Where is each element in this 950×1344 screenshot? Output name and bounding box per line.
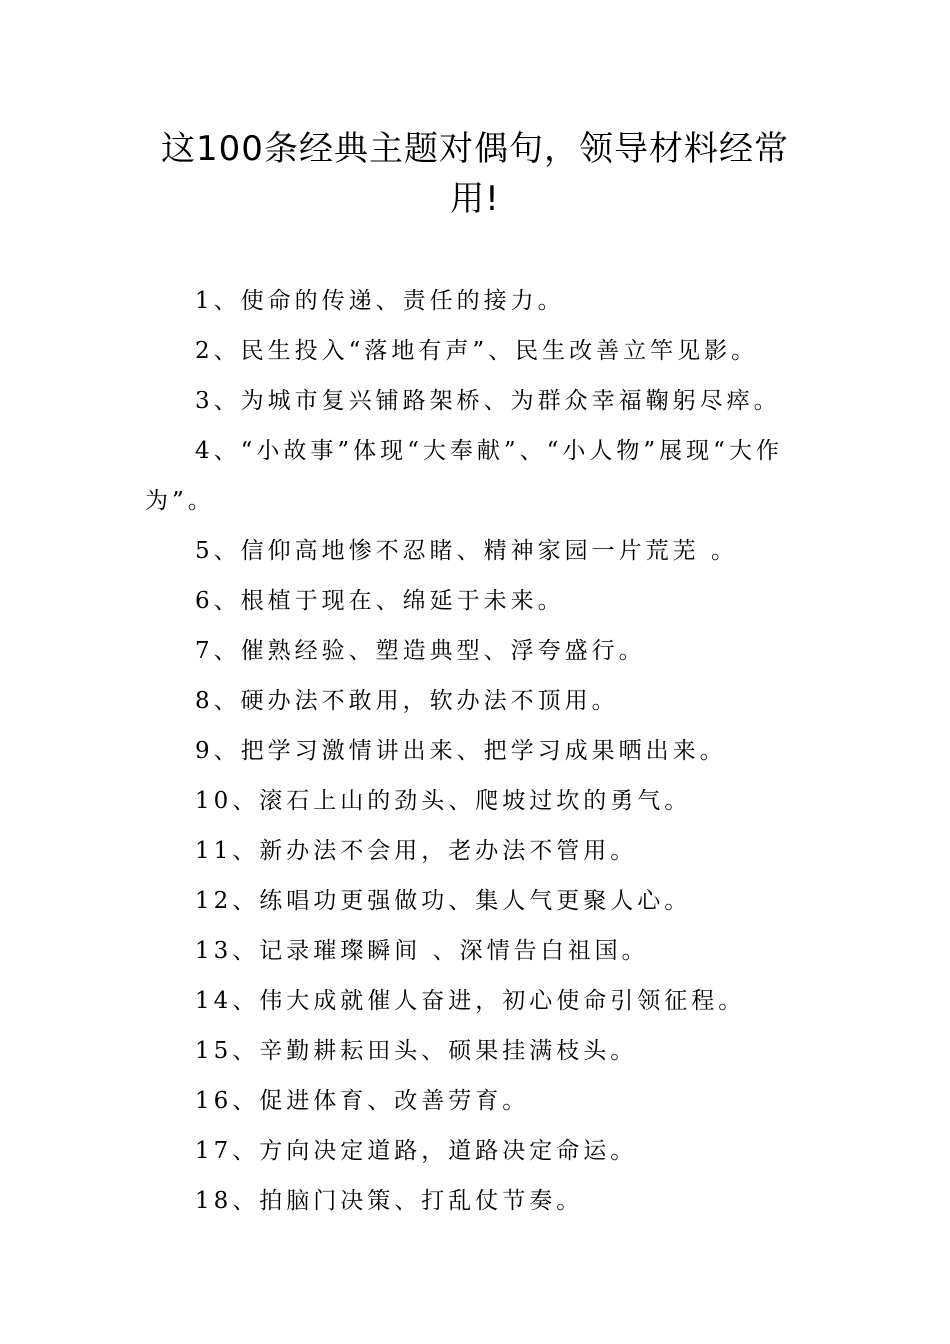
list-item: 8、硬办法不敢用，软办法不顶用。 bbox=[195, 688, 619, 714]
list-item: 1、使命的传递、责任的接力。 bbox=[195, 288, 565, 314]
sentence-list bbox=[145, 276, 810, 1226]
document-title: 这100条经典主题对偶句，领导材料经常用! bbox=[161, 129, 789, 219]
list-item: 12、练唱功更强做功、集人气更聚人心。 bbox=[195, 888, 692, 914]
list-item: 7、催熟经验、塑造典型、浮夸盛行。 bbox=[195, 638, 646, 664]
list-item: 3、为城市复兴铺路架桥、为群众幸福鞠躬尽瘁。 bbox=[195, 388, 781, 414]
list-item: 16、促进体育、改善劳育。 bbox=[195, 1088, 530, 1114]
list-item: 2、民生投入“落地有声”、民生改善立竿见影。 bbox=[195, 338, 759, 364]
list-item: 11、新办法不会用，老办法不管用。 bbox=[195, 838, 638, 864]
list-item: 14、伟大成就催人奋进，初心使命引领征程。 bbox=[195, 988, 746, 1014]
list-item: 18、拍脑门决策、打乱仗节奏。 bbox=[195, 1188, 584, 1214]
list-item: 6、根植于现在、绵延于未来。 bbox=[195, 588, 565, 614]
list-item: 13、记录璀璨瞬间 、深情告白祖国。 bbox=[195, 938, 649, 964]
list-item: 10、滚石上山的劲头、爬坡过坎的勇气。 bbox=[195, 788, 692, 814]
list-item: 5、信仰高地惨不忍睹、精神家园一片荒芜 。 bbox=[195, 538, 738, 564]
list-item: 4、“小故事”体现“大奉献”、“小人物”展现“大作为”。 bbox=[145, 438, 783, 514]
list-item: 17、方向决定道路，道路决定命运。 bbox=[195, 1138, 638, 1164]
list-item: 15、辛勤耕耘田头、硕果挂满枝头。 bbox=[195, 1038, 638, 1064]
list-item: 9、把学习激情讲出来、把学习成果晒出来。 bbox=[195, 738, 727, 764]
